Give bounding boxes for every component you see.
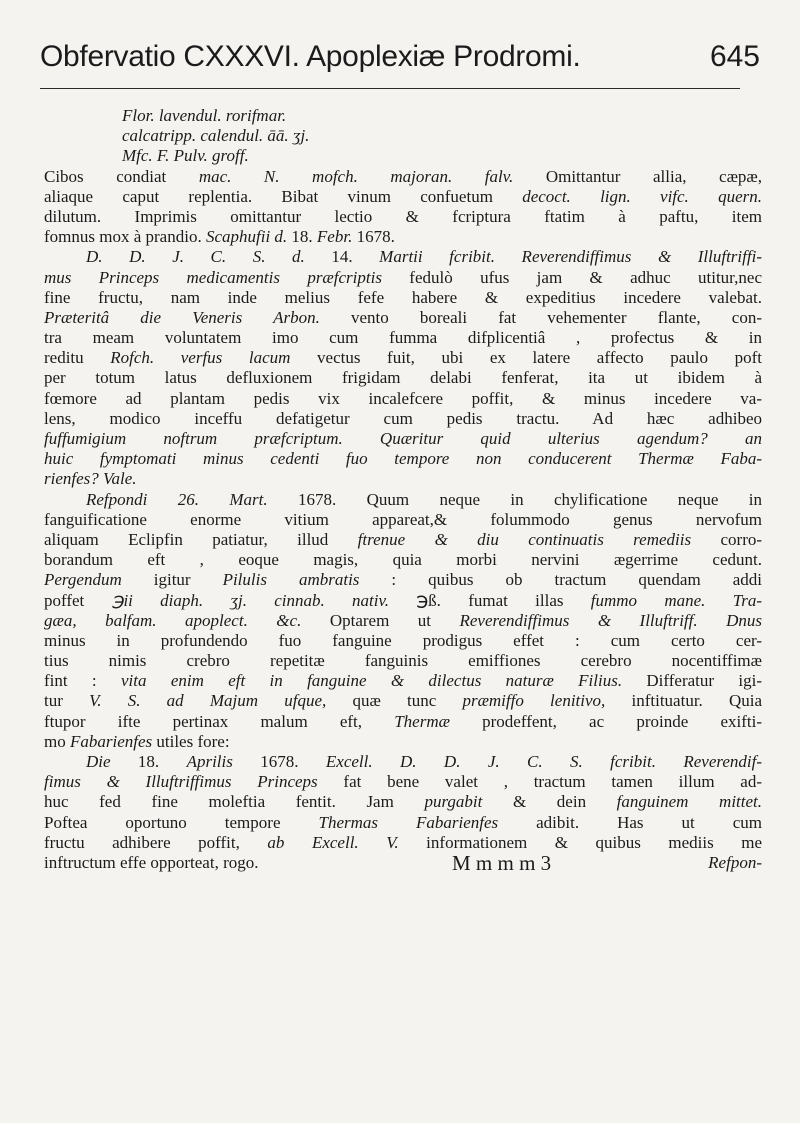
text-span: fanguificatione enorme vitium appareat,& folummodo genus nervofum [44, 509, 762, 529]
text-span: Rofch. verfus lacum [110, 348, 291, 368]
text-span: fanguinem mittet. [616, 792, 762, 812]
text-span: : quibus ob tractum quendam addi [359, 570, 762, 590]
text-span: poffet [44, 590, 112, 610]
text-span: utiles fore: [152, 731, 230, 751]
text-span: fructu adhibere poffit, [44, 832, 268, 852]
text-span: fomnus mox à prandio. [44, 227, 206, 247]
text-span: purgabit [424, 792, 483, 812]
text-span: Differatur igi- [622, 671, 762, 691]
text-line [44, 227, 762, 247]
text-body [44, 106, 762, 873]
text-line [44, 187, 762, 207]
text-span: Refpondi 26. Mart. [86, 489, 268, 509]
text-span: vita enim eft in fanguine & dilectus naturæ Filius. [121, 671, 623, 691]
text-line [44, 570, 762, 590]
text-span: Scaphufii d. [205, 227, 288, 247]
text-line [44, 752, 762, 772]
text-line [44, 409, 762, 429]
text-line [44, 833, 762, 853]
running-head: Obfervatio CXXXVI. Apoplexiæ Prodromi. [40, 40, 581, 73]
text-span: 1678. [352, 227, 395, 247]
text-span: Flor. lavendul. rorifmar. [122, 106, 287, 125]
text-line [44, 631, 762, 651]
text-span: mac. N. mofch. majoran. falv. [198, 166, 514, 186]
text-line [44, 288, 762, 308]
text-span: Pilulis ambratis [222, 570, 360, 590]
text-line [44, 510, 762, 530]
text-line [44, 429, 762, 449]
text-span: Thermas Fabarienfes [318, 812, 499, 832]
text-span: Præteritâ die Veneris Arbon. [44, 307, 320, 327]
text-line [44, 146, 762, 166]
text-span: borandum eft , eoque magis, quia morbi nervini ægerrime cedunt. [44, 550, 762, 570]
text-span: ℈ß. fumat illas [389, 590, 591, 610]
text-span: ab Excell. V. [267, 832, 399, 852]
text-span: tra meam voluntatem imo cum fumma difplicentiâ , profectus & in [44, 328, 762, 348]
text-span: adibit. Has ut cum [498, 812, 762, 832]
text-span: decoct. lign. vifc. quern. [522, 186, 762, 206]
text-line [44, 368, 762, 388]
text-span: calcatripp. calendul. āā. ʒj. [122, 126, 310, 146]
text-span: Excell. D. D. J. C. S. fcribit. Reverendif- [325, 752, 762, 771]
text-span: per totum latus defluxionem frigidam delabi fenferat, ita ut ibidem à [44, 368, 762, 388]
text-line [44, 126, 762, 146]
text-span: & dein [482, 792, 617, 812]
signature-mark: M m m m 3 [452, 852, 552, 874]
text-line [44, 490, 762, 510]
text-line [44, 207, 762, 227]
text-span: huc fed fine moleftia fentit. Jam [44, 792, 425, 812]
text-span: fedulò ufus jam & adhuc utitur,nec [381, 267, 762, 287]
text-span: Thermæ [394, 711, 450, 731]
text-span: lens, modico inceffu defatigetur cum pedis tractu. Ad hæc adhibeo [44, 408, 762, 428]
text-span: vento boreali fat vehementer flante, con- [319, 307, 762, 327]
text-span: corro- [691, 529, 762, 549]
text-span: igitur [121, 570, 223, 590]
text-line [44, 268, 762, 288]
last-line-text: inftructum effe opporteat, rogo. [44, 852, 259, 872]
text-line [44, 550, 762, 570]
text-span: fœmore ad plantam pedis vix incalefcere poffit, & minus incedere va- [44, 388, 762, 408]
text-span: Optarem ut [301, 610, 460, 630]
text-span: Martii fcribit. Reverendiffimus & Illuftriffi- [379, 247, 762, 267]
text-span: huic fymptomati minus cedenti fuo tempore non conducerent Thermæ Faba- [44, 449, 762, 469]
text-line [44, 691, 762, 711]
text-line [44, 792, 762, 812]
text-span: vectus fuit, ubi ex latere affecto paulo poft [290, 348, 762, 368]
text-line [44, 651, 762, 671]
text-span: tur [44, 691, 90, 711]
text-line [44, 328, 762, 348]
text-span: 18. [110, 752, 187, 771]
text-span: Febr. [316, 227, 353, 247]
text-line [44, 106, 762, 126]
text-span: M​fc. F. Pulv. groff. [122, 146, 249, 166]
text-span: Fabarienfes [69, 731, 153, 751]
text-span: Cibos condiat [44, 166, 199, 186]
text-span: fimus & Illuftriffimus Princeps [44, 772, 318, 792]
text-span: D. D. J. C. S. d. [86, 247, 305, 267]
text-span: quæ tunc [326, 691, 463, 711]
text-line [44, 671, 762, 691]
text-span: Reverendiffimus & Illuftriff. Dnus [459, 610, 762, 630]
text-line [44, 591, 762, 611]
text-span: Poftea oportuno tempore [44, 812, 319, 832]
text-span: mo [44, 731, 70, 751]
text-span: Die [86, 752, 111, 771]
last-line [44, 853, 762, 873]
text-line [44, 732, 762, 752]
text-span: Pergendum [44, 570, 122, 590]
text-span: fummo mane. Tra- [590, 590, 762, 610]
text-span: minus in profundendo fuo fanguine prodigus effet : cum certo cer- [44, 630, 762, 650]
text-line [44, 247, 762, 267]
page-number: 645 [709, 40, 760, 73]
text-line [44, 167, 762, 187]
text-span: præmiffo lenitivo, [462, 691, 606, 711]
text-span: mus Princeps medicamentis præfcriptis [44, 267, 382, 287]
text-line [44, 611, 762, 631]
text-span: ℈ii diaph. ʒj. cinnab. nativ. [111, 590, 390, 610]
text-span: rienfes? Vale. [44, 469, 137, 489]
text-span: tius nimis crebro repetitæ fanguinis emiffiones cerebro nocentiffimæ [44, 651, 762, 671]
text-span: ftrenue & diu continuatis remediis [357, 529, 692, 549]
text-span: fint : [44, 671, 121, 691]
text-span: fine fructu, nam inde melius fefe habere & expeditius incedere valebat. [44, 287, 762, 307]
text-span: 14. [304, 247, 380, 267]
text-line [44, 469, 762, 489]
catchword: Refpon- [708, 852, 762, 872]
text-span: ftupor ifte pertinax malum eft, [44, 711, 395, 731]
text-span: reditu [44, 348, 111, 368]
text-span: informationem & quibus mediis me [398, 832, 762, 852]
text-line [44, 449, 762, 469]
text-span: Aprilis [186, 752, 233, 771]
text-span: 18. [287, 227, 317, 247]
text-span: aliquam Eclipfin patiatur, illud [44, 529, 358, 549]
text-span: 1678. Quum neque in chylificatione neque in [267, 489, 762, 509]
text-line [44, 389, 762, 409]
text-line [44, 348, 762, 368]
text-line [44, 772, 762, 792]
header-rule [40, 88, 740, 89]
text-line [44, 308, 762, 328]
text-line [44, 530, 762, 550]
text-span: gæa, balfam. apoplect. &c. [44, 610, 302, 630]
text-span: V. S. ad Majum ufque, [89, 691, 327, 711]
text-span: Omittantur allia, cæpæ, [513, 166, 762, 186]
text-span: fat bene valet , tractum tamen illum ad- [317, 772, 762, 792]
text-span: 1678. [232, 752, 326, 771]
text-span: aliaque caput replentia. Bibat vinum confuetum [44, 186, 523, 206]
page-header [40, 40, 760, 94]
text-line [44, 813, 762, 833]
text-span: prodeffent, ac proinde exifti- [449, 711, 762, 731]
text-span: fuffumigium noftrum præfcriptum. Quæritur quid ulterius agendum? an [44, 429, 762, 448]
text-span: dilutum. Imprimis omittantur lectio & fcriptura ftatim à paftu, item [44, 206, 762, 226]
text-span: inftituatur. Quia [605, 691, 762, 711]
text-line [44, 712, 762, 732]
